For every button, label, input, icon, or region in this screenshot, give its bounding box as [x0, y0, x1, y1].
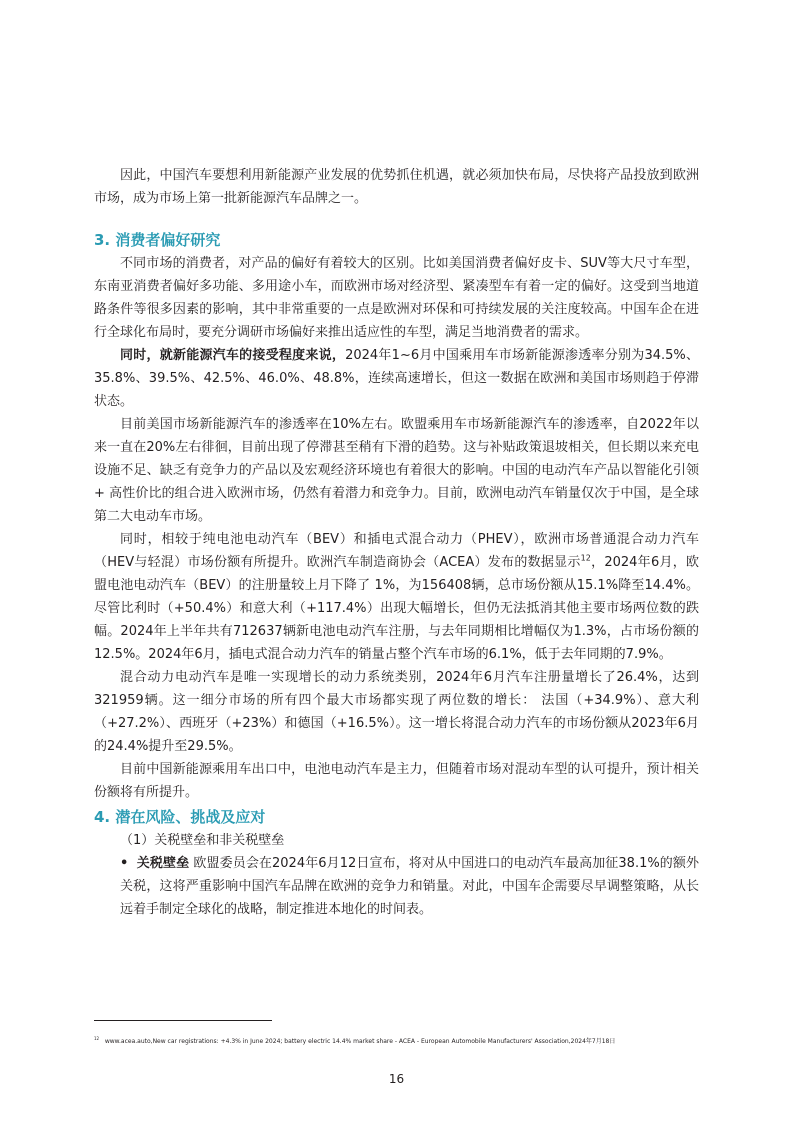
paragraph-text: 同时，相较于纯电池电动汽车（BEV）和插电式混合动力（PHEV），欧洲市场普通混合动力汽车（HEV与轻混）市场份额有所提升。欧洲汽车制造商协会（ACEA）发布的数据显示	[94, 532, 699, 570]
paragraph-intro: 因此，中国汽车要想利用新能源产业发展的优势抓住机遇，就必须加快布局，尽快将产品投放到欧洲市场，成为市场上第一批新能源汽车品牌之一。	[94, 168, 699, 206]
footnote-divider	[94, 1020, 272, 1021]
paragraph-acea-data	[94, 528, 699, 666]
paragraph-penetration-rate: 目前美国市场新能源汽车的渗透率在10%左右。欧盟乘用车市场新能源汽车的渗透率，自2022年以来一直在20%左右徘徊，目前出现了停滞甚至稍有下滑的趋势。这与补贴政策退坡相关，但长期以来充电设施不足、缺乏有竞争力的产品以及宏观经济环境也有着很大的影响。中国的电动汽车产品以智能化引领 + 高性价比的组合进入欧洲市场，仍然有着潜力和竞争力。目前，欧洲电动汽车销量仅次于中国，是全球第二大电动车市场。	[94, 417, 699, 524]
page-number: 16	[388, 1072, 405, 1086]
body-content	[94, 164, 699, 921]
footnote-text[interactable]: www.acea.auto,New car registrations: +4.3% in June 2024; battery electric 14.4% market share - ACEA - European Automobile Manufacturers' Association,2024年7月18日	[104, 1038, 616, 1045]
paragraph-text: ，2024年6月，欧盟电池电动汽车（BEV）的注册量较上月下降了 1%，为156408辆，总市场份额从15.1%降至14.4%。尽管比利时（+50.4%）和意大利（+117.4%）出现大幅增长，但仍无法抵消其他主要市场两位数的跌幅。2024年上半年共有712637辆新电池电动汽车注册，与去年同期相比增幅仅为1.3%，占市场份额的12.5%。2024年6月，插电式混合动力汽车的销量占整个汽车市场的6.1%，低于去年同期的7.9%。	[94, 555, 699, 662]
paragraph-lead-bold: 同时，就新能源汽车的接受程度来说，	[120, 348, 346, 363]
footnote-number: 12	[94, 1036, 100, 1041]
bullet-lead-bold: 关税壁垒	[136, 856, 190, 871]
footnote	[94, 1037, 714, 1046]
bullet-item-tariff	[94, 852, 699, 921]
subsection-heading: （1）关税壁垒和非关税壁垒	[120, 833, 285, 848]
paragraph-hybrid-growth: 混合动力电动汽车是唯一实现增长的动力系统类别，2024年6月汽车注册量增长了26.4%，达到321959辆。这一细分市场的所有四个最大市场都实现了两位数的增长： 法国（+34.9%）、意大利（+27.2%）、西班牙（+23%）和德国（+16.5%）。这一增长将混合动力汽车的市场份额从2023年6月的24.4%提升至29.5%。	[94, 670, 699, 754]
section-heading-4: 4. 潜在风险、挑战及应对	[94, 808, 266, 826]
footnote-reference[interactable]: 12	[580, 553, 591, 563]
paragraph-export-outlook: 目前中国新能源乘用车出口中，电池电动汽车是主力，但随着市场对混动车型的认可提升，预计相关份额将有所提升。	[94, 762, 699, 800]
paragraph-nev-acceptance	[94, 344, 699, 413]
bullet-icon: •	[120, 856, 129, 871]
paragraph-consumer-preference: 不同市场的消费者，对产品的偏好有着较大的区别。比如美国消费者偏好皮卡、SUV等大尺寸车型，东南亚消费者偏好多功能、多用途小车，而欧洲市场对经济型、紧凑型车有着一定的偏好。这受到当地道路条件等很多因素的影响，其中非常重要的一点是欧洲对环保和可持续发展的关注度较高。中国车企在进行全球化布局时，要充分调研市场偏好来推出适应性的车型，满足当地消费者的需求。	[94, 256, 699, 340]
bullet-text: 欧盟委员会在2024年6月12日宣布，将对从中国进口的电动汽车最高加征38.1%的额外关税，这将严重影响中国汽车品牌在欧洲的竞争力和销量。对此，中国车企需要尽早调整策略，从长远着手制定全球化的战略，制定推进本地化的时间表。	[120, 856, 699, 917]
paragraph-text: 2024年1~6月中国乘用车市场新能源渗透率分别为34.5%、35.8%、39.5%、42.5%、46.0%、48.8%，连续高速增长，但这一数据在欧洲和美国市场则趋于停滞状态。	[94, 348, 699, 409]
section-heading-3: 3. 消费者偏好研究	[94, 231, 221, 249]
